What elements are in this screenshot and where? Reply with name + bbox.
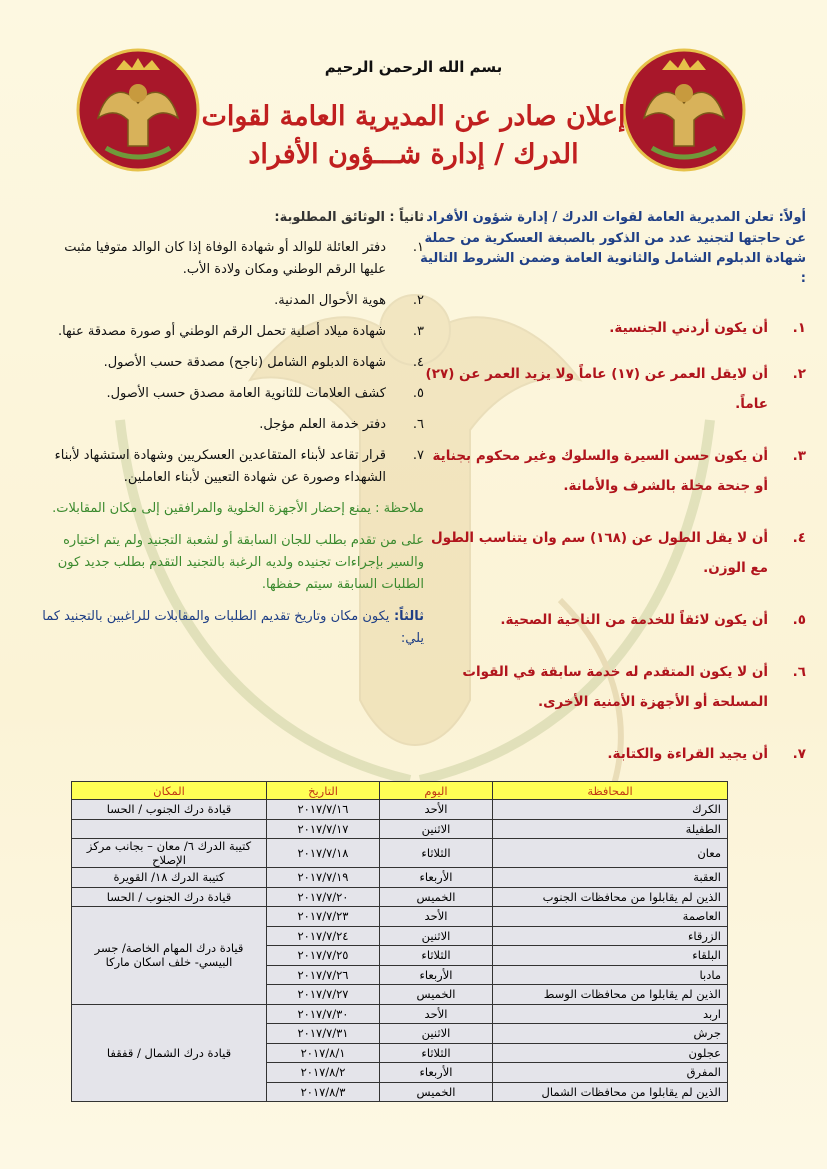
section1-intro-line1: تعلن المديرية العامة لقوات الدرك / إدارة شؤون الأفراد [426,210,775,225]
place-cell: قيادة درك الشمال / قفقفا [72,1004,267,1102]
table-header-row [72,782,728,800]
note-previous-applicants: على من تقدم بطلب للجان السابقة أو لشعبة التجنيد ولم يتم اختياره والسير بإجراءات تجنيده ولديه الرغبة بالتجنيد التقدم بطلب جديد كون الطلبات السابقة سيتم حفظها. [57,533,424,592]
table-row: الذين لم يقابلوا من محافظات الجنوب الخميس ٢٠١٧/٧/٢٠ قيادة درك الجنوب / الحسا [72,887,728,907]
header-place: المكان [72,782,267,800]
table-row: الطفيلة الاثنين ٢٠١٧/٧/١٧ [72,819,728,839]
table-row: مادبا الأربعاء ٢٠١٧/٧/٢٦ [72,965,728,985]
section2-title: ثانياً : الوثائق المطلوبة: [274,210,424,225]
place-cell: قيادة درك المهام الخاصة/ جسر البيسي- خلف اسكان ماركا [72,907,267,1005]
list-item: ٦. دفتر خدمة العلم مؤجل. [259,417,424,432]
table-row: معان الثلاثاء ٢٠١٧/٧/١٨ كتيبة الدرك ٦/ معان – بجانب مركز الإصلاح [72,839,728,868]
section1-title: أولاً: [774,210,806,225]
documents-list [40,237,424,489]
table-row: الكرك الأحد ٢٠١٧/٧/١٦ قيادة درك الجنوب / الحسا [72,800,728,820]
table-row: المفرق الأربعاء ٢٠١٧/٨/٢ [72,1063,728,1083]
gendarmerie-emblem-icon [622,48,746,172]
section3-title: ثالثاً: [389,609,424,624]
announcement-title [200,98,627,174]
section3-paragraph [40,606,424,650]
list-item: ٦. أن لا يكون المتقدم له خدمة سابقة في القوات المسلحة أو الأجهزة الأمنية الأخرى. [462,664,806,710]
list-item: ٤. أن لا يقل الطول عن (١٦٨) سم وان يتناسب الطول مع الوزن. [431,530,806,576]
table-row: البلقاء الثلاثاء ٢٠١٧/٧/٢٥ [72,946,728,966]
conditions-list [420,313,806,769]
list-item: ١. دفتر العائلة للوالد أو شهادة الوفاة إذا كان الوالد متوفيا مثبت عليها الرقم الوطني ومكان ولادة الأب. [64,240,424,277]
list-item: ٧. أن يجيد القراءة والكتابة. [607,746,806,762]
header-governorate: المحافظة [493,782,728,800]
section3-text: يكون مكان وتاريخ تقديم الطلبات والمقابلات للراغبين بالتجنيد كما يلي: [42,609,424,646]
list-item: ٣. أن يكون حسن السيرة والسلوك وغير محكوم بجناية أو جنحة مخلة بالشرف والأمانة. [432,448,806,494]
table-row: العاصمة الأحد ٢٠١٧/٧/٢٣ قيادة درك المهام الخاصة/ جسر البيسي- خلف اسكان ماركا [72,907,728,927]
table-row: الزرقاء الاثنين ٢٠١٧/٧/٢٤ [72,926,728,946]
table-row: عجلون الثلاثاء ٢٠١٧/٨/١ [72,1043,728,1063]
list-item: ٢. هوية الأحوال المدنية. [274,293,424,308]
announcement-header [200,52,627,174]
place-cell: كتيبة الدرك ٦/ معان – بجانب مركز الإصلاح [72,839,267,868]
note-phones: ملاحظة : يمنع إحضار الأجهزة الخلوية والمرافقين إلى مكان المقابلات. [52,501,424,516]
list-item: ٧. قرار تقاعد لأبناء المتقاعدين العسكريين وشهادة استشهاد لأبناء الشهداء وصورة عن شهادة التعيين لأبناء العاملين. [54,448,424,485]
list-item: ٤. شهادة الدبلوم الشامل (ناجح) مصدقة حسب الأصول. [103,355,424,370]
place-cell: كتيبة الدرك ١٨/ القويرة [72,868,267,888]
schedule-table [71,781,728,1102]
list-item: ٢. أن لايقل العمر عن (١٧) عاماً ولا يزيد العمر عن (٢٧) عاماً. [425,366,806,412]
table-row: اربد الأحد ٢٠١٧/٧/٣٠ قيادة درك الشمال / قفقفا [72,1004,728,1024]
list-item: ٥. كشف العلامات للثانوية العامة مصدق حسب الأصول. [106,386,424,401]
header-day: اليوم [380,782,493,800]
header-date: التاريخ [267,782,380,800]
table-row: الذين لم يقابلوا من محافظات الشمال الخميس ٢٠١٧/٨/٣ [72,1082,728,1102]
place-cell: قيادة درك الجنوب / الحسا [72,887,267,907]
section1-intro [420,206,806,229]
table-row: جرش الاثنين ٢٠١٧/٧/٣١ [72,1024,728,1044]
list-item: ١. أن يكون أردني الجنسية. [609,320,806,336]
list-item: ٣. شهادة ميلاد أصلية تحمل الرقم الوطني أو صورة مصدقة عنها. [57,324,424,339]
gendarmerie-emblem-icon [76,48,200,172]
table-row: الذين لم يقابلوا من محافظات الوسط الخميس ٢٠١٧/٧/٢٧ [72,985,728,1005]
section1-intro-rest: عن حاجتها لتجنيد عدد من الذكور بالصبغة العسكرية من حملة شهادة الدبلوم الشامل والثانوية العامة وضمن الشروط التالية : [420,231,806,286]
documents-column [40,206,424,650]
place-cell: قيادة درك الجنوب / الحسا [72,800,267,820]
list-item: ٥. أن يكون لائقاً للخدمة من الناحية الصحية. [500,612,806,628]
title-line-1: إعلان صادر عن المديرية العامة لقوات [201,101,626,132]
conditions-column [420,206,806,769]
basmala: بسم الله الرحمن الرحيم [324,58,503,76]
table-row: العقبة الأربعاء ٢٠١٧/٧/١٩ كتيبة الدرك ١٨/ القويرة [72,868,728,888]
title-line-2: الدرك / إدارة شـــؤون الأفراد [248,139,579,170]
